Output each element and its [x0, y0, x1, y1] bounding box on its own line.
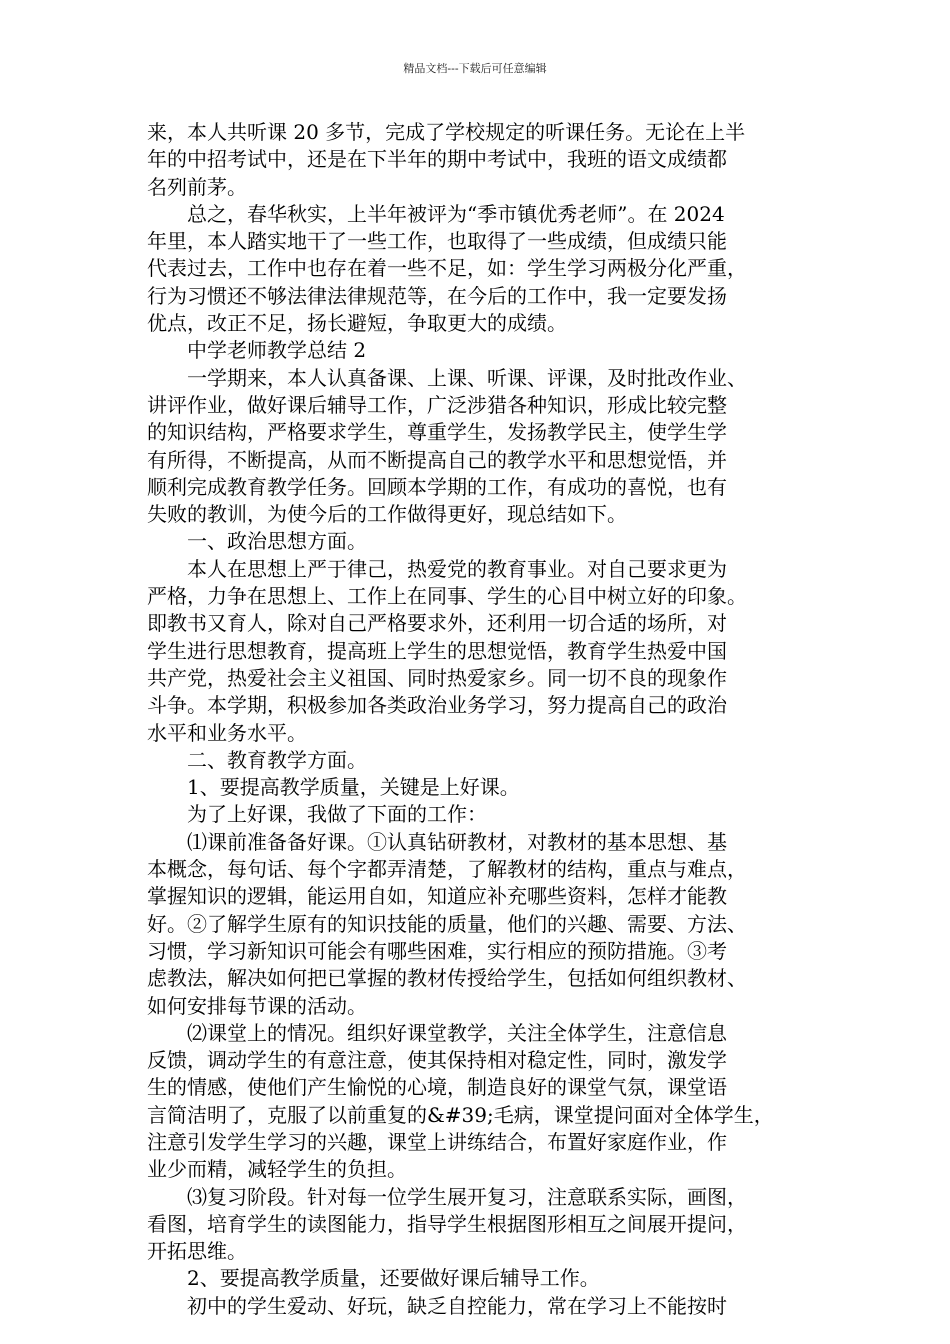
text-line: 优点，改正不足，扬长避短，争取更大的成绩。	[147, 311, 567, 336]
subsection-heading: 二、教育教学方面。	[147, 747, 367, 772]
text-line: 即教书又育人，除对自己严格要求外，还利用一切合适的场所，对	[147, 611, 727, 636]
text-line: 开拓思维。	[147, 1239, 247, 1264]
text-line: 本概念，每句话、每个字都弄清楚，了解教材的结构，重点与难点，	[147, 857, 747, 882]
text-line: 虑教法，解决如何把已掌握的教材传授给学生，包括如何组织教材、	[147, 966, 747, 991]
text-line: 代表过去，工作中也存在着一些不足，如：学生学习两极分化严重，	[147, 256, 747, 281]
text-line: ⑵课堂上的情况。组织好课堂教学，关注全体学生，注意信息	[147, 1020, 727, 1045]
text-line: 本人在思想上严于律己，热爱党的教育事业。对自己要求更为	[147, 556, 727, 581]
text-line: 行为习惯还不够法律法律规范等，在今后的工作中，我一定要发扬	[147, 283, 727, 308]
text-line: 为了上好课，我做了下面的工作：	[147, 802, 487, 827]
page-header: 精品文档---下载后可任意编辑	[403, 62, 547, 75]
text-line: 看图，培育学生的读图能力，指导学生根据图形相互之间展开提问，	[147, 1211, 747, 1236]
text-line: ⑶复习阶段。针对每一位学生展开复习，注意联系实际，画图，	[147, 1184, 747, 1209]
text-line: 掌握知识的逻辑，能运用自如，知道应补充哪些资料，怎样才能教	[147, 884, 727, 909]
section-heading: 中学老师教学总结 2	[147, 338, 367, 363]
text-line: 来，本人共听课 20 多节，完成了学校规定的听课任务。无论在上半	[147, 120, 746, 144]
text-line: 如何安排每节课的活动。	[147, 993, 367, 1018]
text-line: 讲评作业，做好课后辅导工作，广泛涉猎各种知识，形成比较完整	[147, 392, 727, 417]
text-line: 注意引发学生学习的兴趣，课堂上讲练结合，布置好家庭作业，作	[147, 1129, 727, 1154]
text-line: 言简洁明了，克服了以前重复的&#39;毛病，课堂提问面对全体学生，	[147, 1102, 774, 1127]
text-line: 反馈，调动学生的有意注意，使其保持相对稳定性，同时，激发学	[147, 1048, 727, 1073]
text-line: 学生进行思想教育，提高班上学生的思想觉悟，教育学生热爱中国	[147, 638, 727, 663]
text-line: 年的中招考试中，还是在下半年的期中考试中，我班的语文成绩都	[147, 147, 727, 172]
text-line: 生的情感，使他们产生愉悦的心境，制造良好的课堂气氛，课堂语	[147, 1075, 727, 1100]
text-line: 2、要提高教学质量，还要做好课后辅导工作。	[147, 1266, 600, 1291]
document-body	[147, 119, 812, 1320]
text-line: 1、要提高教学质量，关键是上好课。	[147, 775, 520, 800]
text-line: 失败的教训，为使今后的工作做得更好，现总结如下。	[147, 502, 627, 527]
text-line: 习惯，学习新知识可能会有哪些困难，实行相应的预防措施。③考	[147, 938, 727, 963]
text-line: 名列前茅。	[147, 174, 247, 199]
text-line: 一学期来，本人认真备课、上课、听课、评课，及时批改作业、	[147, 365, 747, 390]
subsection-heading: 一、政治思想方面。	[147, 529, 367, 554]
text-line: 好。②了解学生原有的知识技能的质量，他们的兴趣、需要、方法、	[147, 911, 747, 936]
text-line: 共产党，热爱社会主义祖国、同时热爱家乡。同一切不良的现象作	[147, 665, 727, 690]
text-line: 的知识结构，严格要求学生，尊重学生，发扬教学民主，使学生学	[147, 420, 727, 445]
text-line: 初中的学生爱动、好玩，缺乏自控能力，常在学习上不能按时	[147, 1293, 727, 1318]
text-line: ⑴课前准备备好课。①认真钻研教材，对教材的基本思想、基	[147, 829, 727, 854]
text-line: 严格，力争在思想上、工作上在同事、学生的心目中树立好的印象。	[147, 584, 747, 609]
text-line: 斗争。本学期，积极参加各类政治业务学习，努力提高自己的政治	[147, 693, 727, 718]
text-line: 有所得，不断提高，从而不断提高自己的教学水平和思想觉悟，并	[147, 447, 727, 472]
text-line: 水平和业务水平。	[147, 720, 307, 745]
text-line: 顺利完成教育教学任务。回顾本学期的工作，有成功的喜悦，也有	[147, 474, 727, 499]
text-line: 业少而精，减轻学生的负担。	[147, 1157, 407, 1182]
text-line: 年里，本人踏实地干了一些工作，也取得了一些成绩，但成绩只能	[147, 229, 727, 254]
text-line: 总之，春华秋实，上半年被评为“季市镇优秀老师”。在 2024	[147, 201, 725, 226]
